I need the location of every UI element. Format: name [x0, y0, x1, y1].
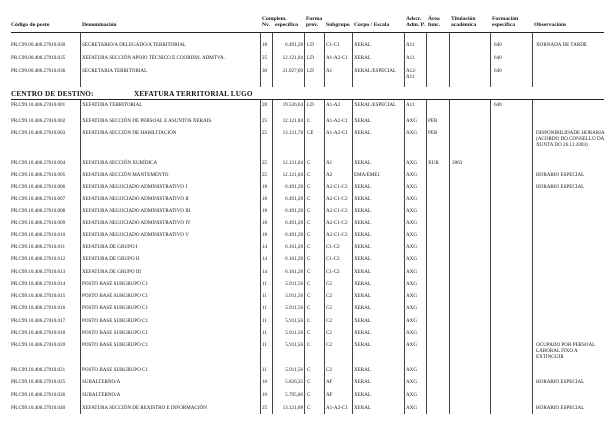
- cell-cmp: 12.121,04: [282, 55, 303, 61]
- cell-nv: 18: [262, 42, 268, 48]
- header-complem-l1: Complem.: [262, 16, 287, 22]
- cell-sg: C2: [326, 305, 332, 311]
- cell-adscr: A11: [406, 55, 415, 61]
- cell-sg: C2: [326, 318, 332, 324]
- cell-corpo: XERAL: [354, 130, 371, 136]
- cell-code: PR.C99.10.406.27010.012: [11, 256, 66, 262]
- cell-code: PR.C99.10.406.27010.008: [11, 208, 66, 214]
- cell-fp: C: [307, 208, 311, 214]
- cell-corpo: XERAL: [354, 367, 371, 373]
- cell-fp: C: [307, 379, 311, 385]
- cell-nv: 11: [262, 342, 267, 348]
- cell-corpo: XERAL: [354, 392, 371, 398]
- cell-name: XEFATURA NEGOCIADO ADMINISTRATIVO I: [82, 184, 188, 190]
- cell-corpo: XERAL: [354, 232, 371, 238]
- cell-code: PR.C99.10.406.27010.013: [11, 269, 66, 275]
- cell-adscr: AXG: [406, 172, 418, 178]
- cell-cmp: 13.121,78: [282, 130, 303, 136]
- cell-code: PR.C99.10.406.27010.011: [11, 244, 66, 250]
- cell-cmp: 5.911,56: [285, 318, 303, 324]
- center-rule: [11, 99, 604, 100]
- header-titulacion-l1: Titulación: [451, 16, 476, 22]
- center-label: CENTRO DE DESTINO:: [11, 90, 94, 98]
- header-area-l1: Área: [428, 16, 440, 22]
- column-divider: [80, 33, 81, 87]
- header-subgrupo: Subgrupo: [326, 22, 350, 28]
- cell-sg: A1-A2: [326, 102, 341, 108]
- cell-nv: 25: [262, 405, 268, 411]
- column-divider: [260, 33, 261, 87]
- cell-fp: C: [307, 220, 311, 226]
- cell-corpo: XERAL: [354, 196, 371, 202]
- cell-corpo: XERAL: [354, 256, 371, 262]
- column-divider: [260, 100, 261, 414]
- cell-cmp: 5.911,56: [285, 342, 303, 348]
- cell-cmp: 5.911,56: [285, 293, 303, 299]
- cell-fp: C: [307, 269, 311, 275]
- cell-code: PR.C99.00.406.27010.035: [11, 55, 66, 61]
- cell-corpo: XERAL/ESPECIAL: [354, 102, 397, 108]
- cell-name: XEFATURA SECCIÓN APOIO TÉCNICO E COORDIN. ADMTVA.: [82, 55, 225, 61]
- header-adscr-l1: Adscr.: [406, 16, 422, 22]
- cell-name: SECRETARIA TERRITORIAL: [82, 68, 148, 74]
- cell-name: XEFATURA NEGOCIADO ADMINISTRATIVO IV: [82, 220, 191, 226]
- cell-name: XEFATURA SECCIÓN DE PERSOAL E ASUNTOS XERAIS: [82, 118, 212, 124]
- cell-adscr: AXG: [406, 281, 418, 287]
- cell-nv: 28: [262, 102, 268, 108]
- cell-nv: 11: [262, 305, 267, 311]
- cell-corpo: XERAL: [354, 55, 371, 61]
- cell-obs: HORARIO ESPECIAL: [536, 172, 585, 178]
- column-divider: [532, 100, 533, 414]
- column-divider: [324, 33, 325, 87]
- cell-adscr: AXG: [406, 342, 418, 348]
- cell-cmp: 13.121,08: [282, 405, 303, 411]
- cell-obs: DISPONIBILIDADE HORARIA (ACORDO DO CONSELLO DA XUNTA DO 26.12.2003): [536, 130, 605, 148]
- column-divider: [80, 100, 81, 414]
- cell-name: XEFATURA SECCIÓN DE REXISTRO E INFORMACIÓN: [82, 405, 207, 411]
- cell-nv: 14: [262, 269, 268, 275]
- cell-code: PR.C99.10.406.27010.015: [11, 293, 66, 299]
- cell-corpo: XERAL: [354, 318, 371, 324]
- cell-cmp: 6.161,28: [285, 269, 303, 275]
- cell-sg: C1-C2: [326, 269, 340, 275]
- cell-cmp: 12.121,04: [282, 172, 303, 178]
- cell-nv: 18: [262, 208, 268, 214]
- header-nivel: Nv.: [262, 22, 270, 28]
- cell-code: PR.C99.10.406.27010.017: [11, 318, 66, 324]
- cell-cmp: 19.526,64: [282, 102, 303, 108]
- cell-fp: C: [307, 392, 311, 398]
- cell-sg: C2: [326, 342, 332, 348]
- cell-nv: 14: [262, 244, 268, 250]
- cell-sg: C2: [326, 281, 332, 287]
- cell-corpo: XERAL: [354, 184, 371, 190]
- column-divider: [449, 100, 450, 414]
- cell-name: XEFATURA TERRITORIAL: [82, 102, 143, 108]
- cell-fp: C: [307, 118, 311, 124]
- cell-code: PR.C99.00.406.27010.030: [11, 42, 66, 48]
- cell-sg: C1-C2: [326, 256, 340, 262]
- cell-corpo: XERAL: [354, 220, 371, 226]
- column-divider: [352, 33, 353, 87]
- cell-name: XEFATURA SECCIÓN MANTEMENTO: [82, 172, 169, 178]
- cell-fp: C: [307, 293, 311, 299]
- cell-nv: 14: [262, 256, 268, 262]
- cell-sg: AF: [326, 392, 333, 398]
- cell-name: POSTO BASE SUBGRUPO C1: [82, 318, 149, 324]
- cell-corpo: XERAL: [354, 379, 371, 385]
- column-divider: [490, 33, 491, 87]
- cell-cmp: 6.491,28: [285, 232, 303, 238]
- cell-adscr: A11: [406, 102, 415, 108]
- cell-form: 640: [494, 102, 502, 108]
- cell-corpo: XERAL: [354, 305, 371, 311]
- cell-code: PR.C99.10.406.27010.020: [11, 342, 66, 348]
- cell-fp: LD: [307, 102, 314, 108]
- cell-adscr: AXG: [406, 232, 418, 238]
- column-divider: [272, 33, 273, 87]
- center-heading: [11, 90, 253, 98]
- cell-adscr: AXG: [406, 392, 418, 398]
- cell-name: POSTO BASE SUBGRUPO C1: [82, 293, 149, 299]
- cell-corpo: XERAL: [354, 269, 371, 275]
- cell-code: PR.C99.10.406.27010.018: [11, 330, 66, 336]
- cell-cmp: 6.491,28: [285, 184, 303, 190]
- cell-code: PR.C99.10.406.27010.003: [11, 130, 66, 136]
- cell-corpo: XERAL: [354, 330, 371, 336]
- cell-nv: 25: [262, 55, 268, 61]
- cell-nv: 25: [262, 172, 268, 178]
- cell-nv: 11: [262, 367, 267, 373]
- cell-cmp: 12.121,04: [282, 118, 303, 124]
- cell-corpo: XERAL: [354, 342, 371, 348]
- header-denominacion: Denominación: [82, 22, 117, 28]
- cell-nv: 18: [262, 184, 268, 190]
- cell-cmp: 6.491,28: [285, 42, 303, 48]
- cell-adscr: AXG: [406, 293, 418, 299]
- cell-code: PR.C99.10.406.27010.006: [11, 184, 66, 190]
- header-forma-l1: Forma: [306, 16, 323, 22]
- cell-fp: C: [307, 244, 311, 250]
- column-divider: [272, 100, 273, 414]
- cell-sg: A1-A2-C1: [326, 130, 348, 136]
- cell-adscr: AXG: [406, 367, 418, 373]
- cell-nv: 18: [262, 232, 268, 238]
- cell-obs: XORNADA DE TARDE: [536, 42, 588, 48]
- cell-cmp: 6.491,28: [285, 220, 303, 226]
- cell-cmp: 5.795,86: [285, 392, 303, 398]
- header-area-l2: func.: [428, 22, 440, 28]
- cell-code: PR.C99.10.406.27010.021: [11, 367, 66, 373]
- cell-nv: 25: [262, 160, 268, 166]
- cell-nv: 18: [262, 196, 268, 202]
- cell-sg: A2-C1-C2: [326, 196, 348, 202]
- cell-adscr: AXG: [406, 318, 418, 324]
- cell-nv: 11: [262, 318, 267, 324]
- header-observacions: Observacións: [534, 22, 567, 28]
- cell-corpo: XERAL/ESPECIAL: [354, 68, 397, 74]
- cell-code: PR.C99.10.406.27010.004: [11, 160, 66, 166]
- cell-adscr: AXG: [406, 269, 418, 275]
- cell-obs: OCUPADO POR PERSOAL LABORAL FIXO A EXTINGUIR: [536, 342, 596, 360]
- cell-adscr: AXG: [406, 220, 418, 226]
- header-codigo: Código do posto: [11, 22, 50, 28]
- cell-nv: 11: [262, 281, 267, 287]
- cell-sg: A1-A2-C1: [326, 405, 348, 411]
- cell-sg: A2-C1-C2: [326, 184, 348, 190]
- cell-name: XEFATURA NEGOCIADO ADMINISTRATIVO III: [82, 208, 191, 214]
- cell-name: XEFATURA SECCIÓN DE HABILITACIÓN: [82, 130, 177, 136]
- cell-adscr: AXG: [406, 305, 418, 311]
- cell-fp: C: [307, 305, 311, 311]
- cell-sg: A1: [326, 68, 333, 74]
- cell-sg: AF: [326, 379, 333, 385]
- cell-fp: C: [307, 160, 311, 166]
- cell-fp: C: [307, 196, 311, 202]
- cell-fp: LD: [307, 42, 314, 48]
- cell-fp: C: [307, 330, 311, 336]
- cell-obs: HORARIO ESPECIAL: [536, 379, 585, 385]
- column-divider: [449, 33, 450, 87]
- cell-nv: 25: [262, 130, 268, 136]
- cell-cmp: 5.911,56: [285, 305, 303, 311]
- cell-area: PER: [428, 130, 438, 136]
- cell-corpo: XERAL: [354, 118, 371, 124]
- cell-fp: C: [307, 342, 311, 348]
- cell-sg: C2: [326, 367, 332, 373]
- cell-form: 640: [494, 55, 502, 61]
- cell-name: POSTO BASE SUBGRUPO C1: [82, 305, 149, 311]
- cell-form: 640: [494, 68, 502, 74]
- cell-name: XEFATURA DE GRUPO II: [82, 256, 140, 262]
- center-name: XEFATURA TERRITORIAL LUGO: [134, 90, 253, 98]
- cell-name: XEFATURA NEGOCIADO ADMINISTRATIVO II: [82, 196, 189, 202]
- column-divider: [304, 100, 305, 414]
- cell-code: PR.C99.10.406.27010.001: [11, 102, 66, 108]
- cell-cmp: 6.491,28: [285, 208, 303, 214]
- cell-nv: 30: [262, 68, 268, 74]
- cell-corpo: XERAL: [354, 293, 371, 299]
- cell-sg: A2-C1-C2: [326, 220, 348, 226]
- header-forma-l2: prov.: [306, 22, 319, 28]
- cell-code: PR.C99.10.406.27010.007: [11, 196, 66, 202]
- cell-adscr: AXG: [406, 160, 418, 166]
- cell-nv: 18: [262, 220, 268, 226]
- cell-adscr: AXG: [406, 244, 418, 250]
- cell-corpo: XERAL: [354, 281, 371, 287]
- cell-fp: C: [307, 318, 311, 324]
- cell-sg: C1-C1: [326, 42, 340, 48]
- cell-fp: C: [307, 232, 311, 238]
- cell-code: PR.C99.00.406.27010.036: [11, 68, 66, 74]
- cell-tit: 2863: [452, 160, 463, 166]
- header-formacion-l1: Formación: [492, 16, 519, 22]
- cell-name: SUBALTERNO/A: [82, 379, 121, 385]
- cell-fp: LD: [307, 68, 314, 74]
- column-divider: [404, 100, 405, 414]
- cell-sg: A1: [326, 160, 333, 166]
- cell-code: PR.C99.10.406.27010.002: [11, 118, 66, 124]
- cell-sg: C2: [326, 293, 332, 299]
- column-divider: [404, 33, 405, 87]
- cell-form: 640: [494, 42, 502, 48]
- cell-area: XUR: [428, 160, 439, 166]
- column-divider: [426, 33, 427, 87]
- cell-cmp: 6.161,28: [285, 244, 303, 250]
- cell-adscr: AXG: [406, 118, 418, 124]
- header-formacion-l2: específica: [492, 22, 515, 28]
- cell-code: PR.C99.10.406.27010.040: [11, 405, 66, 411]
- header-corpo: Corpo / Escala: [354, 22, 390, 28]
- cell-cmp: 12.121,04: [282, 160, 303, 166]
- cell-name: POSTO BASE SUBGRUPO C1: [82, 281, 149, 287]
- cell-obs: HORARIO ESPECIAL: [536, 184, 585, 190]
- column-divider: [324, 100, 325, 414]
- header-adscr-l2: Adm. P.: [406, 22, 425, 28]
- cell-cmp: 6.161,28: [285, 256, 303, 262]
- cell-code: PR.C99.10.406.27010.026: [11, 392, 66, 398]
- cell-fp: C: [307, 172, 311, 178]
- column-divider: [532, 33, 533, 87]
- cell-corpo: XERAL: [354, 208, 371, 214]
- cell-sg: A1-A2-C1: [326, 55, 348, 61]
- cell-fp: CE: [307, 130, 314, 136]
- cell-code: PR.C99.10.406.27010.025: [11, 379, 66, 385]
- cell-adscr: AXG: [406, 330, 418, 336]
- cell-cmp: 5.911,56: [285, 330, 303, 336]
- cell-sg: A2-C1-C2: [326, 208, 348, 214]
- cell-name: POSTO BASE SUBGRUPO C1: [82, 330, 149, 336]
- cell-sg: A2-C1-C2: [326, 232, 348, 238]
- cell-cmp: 5.826,35: [285, 379, 303, 385]
- cell-area: PER: [428, 118, 438, 124]
- cell-name: XEFATURA NEGOCIADO ADMINISTRATIVO V: [82, 232, 189, 238]
- cell-code: PR.C99.10.406.27010.014: [11, 281, 66, 287]
- cell-nv: 11: [262, 330, 267, 336]
- cell-fp: LD: [307, 55, 314, 61]
- header-rule: [11, 32, 604, 33]
- cell-cmp: 5.911,56: [285, 281, 303, 287]
- cell-sg: A2: [326, 172, 333, 178]
- column-divider: [426, 100, 427, 414]
- cell-fp: C: [307, 281, 311, 287]
- cell-sg: A1-A2-C1: [326, 118, 348, 124]
- cell-name: POSTO BASE SUBGRUPO C1: [82, 367, 149, 373]
- cell-corpo: XERAL: [354, 405, 371, 411]
- cell-fp: C: [307, 184, 311, 190]
- column-divider: [352, 100, 353, 414]
- header-titulacion-l2: académica: [451, 22, 477, 28]
- cell-adscr: AXG: [406, 184, 418, 190]
- cell-fp: C: [307, 405, 311, 411]
- cell-adscr: A11: [406, 42, 415, 48]
- cell-fp: C: [307, 256, 311, 262]
- cell-sg: C1-C2: [326, 244, 340, 250]
- cell-sg: C2: [326, 330, 332, 336]
- header-complem-l2: específico: [275, 22, 298, 28]
- cell-cmp: 5.911,56: [285, 367, 303, 373]
- cell-code: PR.C99.10.406.27010.010: [11, 232, 66, 238]
- cell-adscr: AXG: [406, 208, 418, 214]
- cell-code: PR.C99.10.406.27010.009: [11, 220, 66, 226]
- cell-nv: 11: [262, 293, 267, 299]
- cell-adscr: A12-A11: [406, 68, 417, 80]
- cell-nv: 10: [262, 379, 268, 385]
- cell-corpo: XERAL: [354, 244, 371, 250]
- cell-adscr: AXG: [406, 256, 418, 262]
- cell-adscr: AXG: [406, 130, 418, 136]
- column-divider: [490, 100, 491, 414]
- cell-name: XEFATURA SECCIÓN XURÍDICA: [82, 160, 158, 166]
- cell-corpo: XERAL: [354, 160, 371, 166]
- cell-name: XEFATURA DE GRUPO I: [82, 244, 138, 250]
- cell-cmp: 6.491,28: [285, 196, 303, 202]
- cell-code: PR.C99.10.406.27010.005: [11, 172, 66, 178]
- cell-nv: 10: [262, 392, 268, 398]
- cell-code: PR.C99.10.406.27010.016: [11, 305, 66, 311]
- cell-name: SUBALTERNO/A: [82, 392, 121, 398]
- cell-obs: HORARIO ESPECIAL: [536, 405, 585, 411]
- cell-name: SECRETARIO/A DELEGADO/A TERRITORIAL: [82, 42, 187, 48]
- cell-corpo: EMA/EME1: [354, 172, 381, 178]
- cell-name: POSTO BASE SUBGRUPO C1: [82, 342, 149, 348]
- column-divider: [304, 33, 305, 87]
- cell-fp: C: [307, 367, 311, 373]
- cell-adscr: AXG: [406, 405, 418, 411]
- cell-name: XEFATURA DE GRUPO III: [82, 269, 141, 275]
- cell-adscr: AXG: [406, 196, 418, 202]
- cell-cmp: 21.027,60: [282, 68, 303, 74]
- cell-nv: 25: [262, 118, 268, 124]
- cell-adscr: AXG: [406, 379, 418, 385]
- cell-corpo: XERAL: [354, 42, 371, 48]
